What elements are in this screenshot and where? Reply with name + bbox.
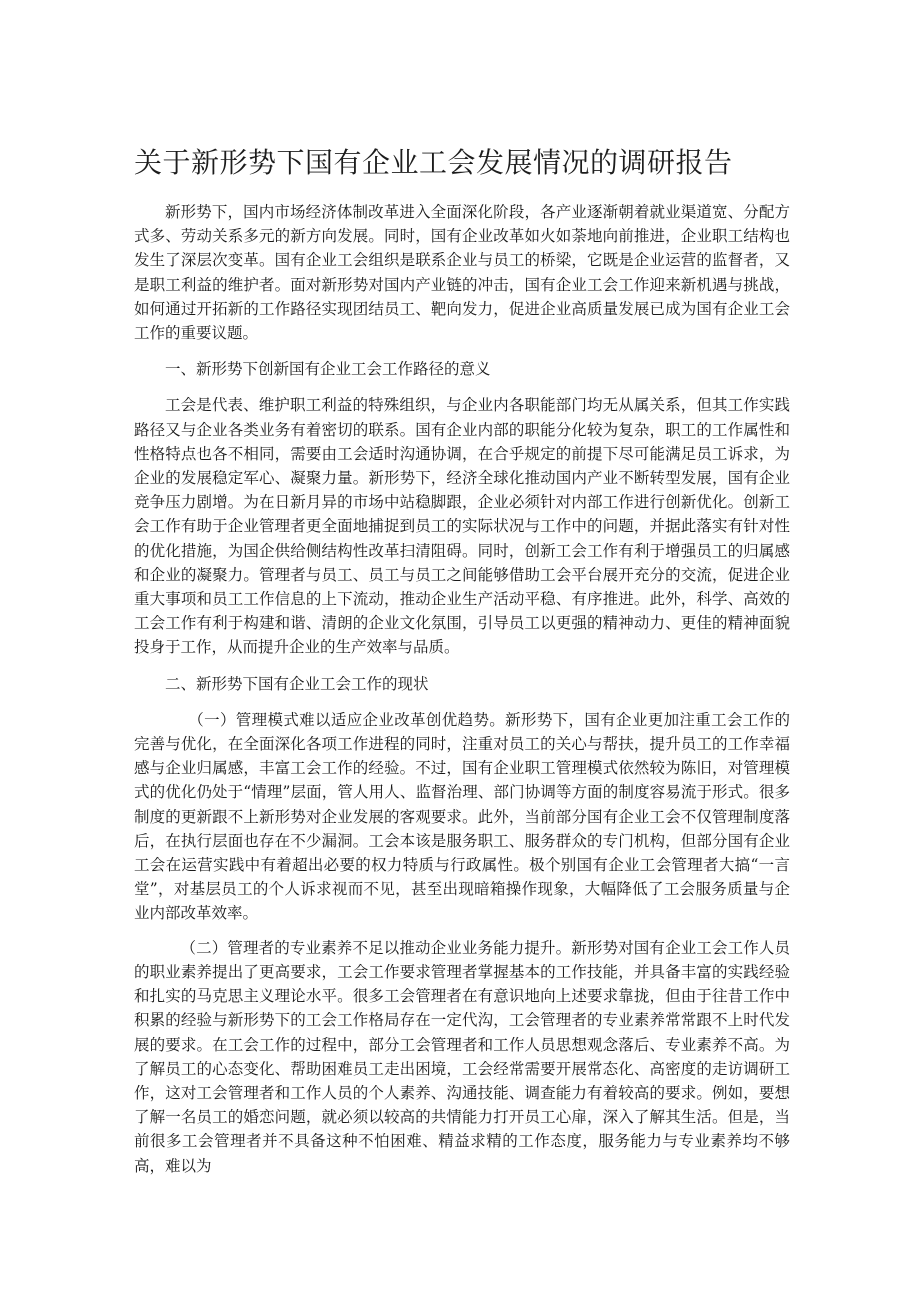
document-body	[134, 200, 790, 1178]
document-page	[134, 0, 790, 1178]
section-2-subsection-2-paragraph: （二）管理者的专业素养不足以推动企业业务能力提升。新形势对国有企业工会工作人员的职业素养提出了更高要求，工会工作要求管理者掌握基本的工作技能，并具备丰富的实践经验和扎实的马克思主义理论水平。很多工会管理者在有意识地向上述要求靠拢，但由于往昔工作中积累的经验与新形势下的工会工作格局存在一定代沟，工会管理者的专业素养常常跟不上时代发展的要求。在工会工作的过程中，部分工会管理者和工作人员思想观念落后、专业素养不高。为了解员工的心态变化、帮助困难员工走出困境，工会经常需要开展常态化、高密度的走访调研工作，这对工会管理者和工作人员的个人素养、沟通技能、调查能力有着较高的要求。例如，要想了解一名员工的婚恋问题，就必须以较高的共情能力打开员工心扉，深入了解其生活。但是，当前很多工会管理者并不具备这种不怕困难、精益求精的工作态度，服务能力与专业素养均不够高，难以为	[134, 938, 790, 1175]
section-1-heading: 一、新形势下创新国有企业工会工作路径的意义	[165, 360, 491, 379]
section-2-heading: 二、新形势下国有企业工会工作的现状	[165, 674, 429, 693]
section-1-paragraph: 工会是代表、维护职工利益的特殊组织，与企业内各职能部门均无从属关系，但其工作实践路径又与企业各类业务有着密切的联系。国有企业内部的职能分化较为复杂，职工的工作属性和性格特点也各不相同，需要由工会适时沟通协调，在合乎规定的前提下尽可能满足员工诉求，为企业的发展稳定军心、凝聚力量。新形势下，经济全球化推动国内产业不断转型发展，国有企业竞争压力剧增。为在日新月异的市场中站稳脚跟，企业必须针对内部工作进行创新优化。创新工会工作有助于企业管理者更全面地捕捉到员工的实际状况与工作中的问题，并据此落实有针对性的优化措施，为国企供给侧结构性改革扫清阻碍。同时，创新工会工作有利于增强员工的归属感和企业的凝聚力。管理者与员工、员工与员工之间能够借助工会平台展开充分的交流，促进企业重大事项和员工工作信息的上下流动，推动企业生产活动平稳、有序推进。此外，科学、高效的工会工作有利于构建和谐、清朗的企业文化氛围，引导员工以更强的精神动力、更佳的精神面貌投身于工作，从而提升企业的生产效率与品质。	[134, 396, 790, 657]
document-title: 关于新形势下国有企业工会发展情况的调研报告	[134, 146, 733, 179]
section-2-subsection-1-paragraph: （一）管理模式难以适应企业改革创优趋势。新形势下，国有企业更加注重工会工作的完善与优化，在全面深化各项工作进程的同时，注重对员工的关心与帮扶，提升员工的工作幸福感与企业归属感，丰富工会工作的经验。不过，国有企业职工管理模式依然较为陈旧，对管理模式的优化仍处于“情理”层面，管人用人、监督治理、部门协调等方面的制度容易流于形式。很多制度的更新跟不上新形势对企业发展的客观要求。此外，当前部分国有企业工会不仅管理制度落后，在执行层面也存在不少漏洞。工会本该是服务职工、服务群众的专门机构，但部分国有企业工会在运营实践中有着超出必要的权力特质与行政属性。极个别国有企业工会管理者大搞“一言堂”，对基层员工的个人诉求视而不见，甚至出现暗箱操作现象，大幅降低了工会服务质量与企业内部改革效率。	[134, 710, 790, 923]
intro-paragraph: 新形势下，国内市场经济体制改革进入全面深化阶段，各产业逐渐朝着就业渠道宽、分配方式多、劳动关系多元的新方向发展。同时，国有企业改革如火如荼地向前推进，企业职工结构也发生了深层次变革。国有企业工会组织是联系企业与员工的桥梁，它既是企业运营的监督者，又是职工利益的维护者。面对新形势对国内产业链的冲击，国有企业工会工作迎来新机遇与挑战，如何通过开拓新的工作路径实现团结员工、靶向发力，促进企业高质量发展已成为国有企业工会工作的重要议题。	[134, 203, 790, 343]
